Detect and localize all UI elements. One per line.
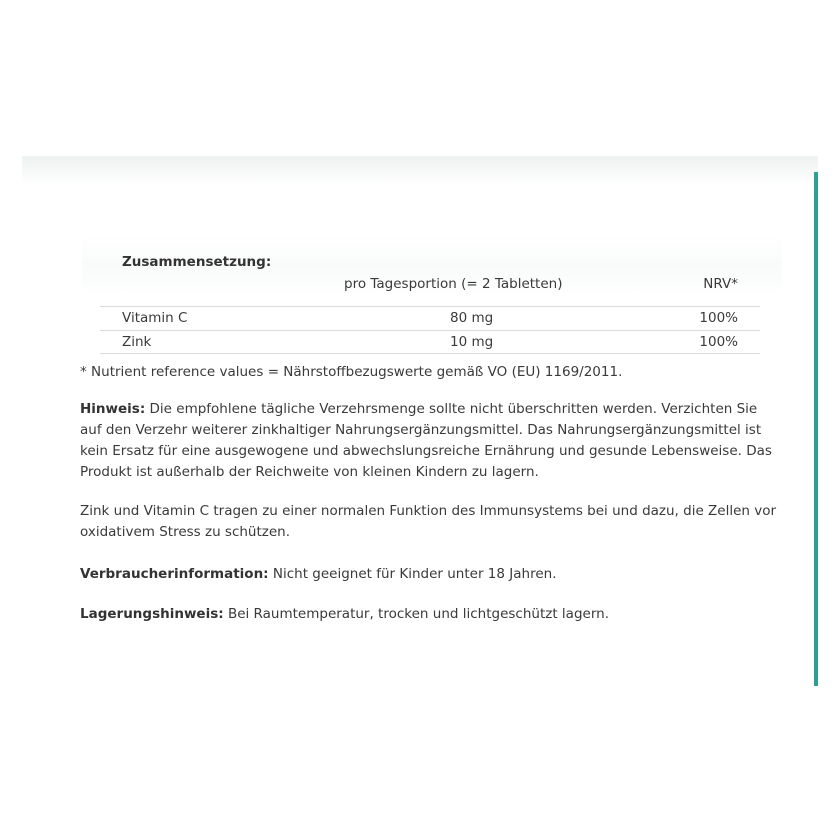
package-panel [22,156,818,686]
nutrient-nrv: 100% [699,334,738,350]
table-row [100,330,760,354]
health-claim-paragraph: Zink und Vitamin C tragen zu einer normalen Funktion des Immunsystems bei und dazu, die Zellen vor oxidativem Stress zu schützen. [80,503,777,540]
composition-header [100,276,760,296]
storage-label: Lagerungshinweis: [80,606,224,622]
storage-text: Bei Raumtemperatur, trocken und lichtgeschützt lagern. [223,606,609,622]
accent-stripe [814,172,818,686]
hinweis-paragraph [80,399,780,483]
hinweis-text: Die empfohlene tägliche Verzehrsmenge sollte nicht überschritten werden. Verzichten Sie auf den Verzehr weiterer zinkhaltiger Nahrungsergänzungsmittel. Das Nahrungsergänzungsmittel ist kein Ersatz für eine ausgewogene und abwechslungsreiche Ernährung und gesunde Lebensweise. Das Produkt ist außerhalb der Reichweite von kleinen Kindern zu lagern. [80,401,772,480]
table-row [100,306,760,329]
nutrient-name: Vitamin C [122,310,188,326]
consumer-info-paragraph [80,564,780,585]
nutrient-amount: 80 mg [450,310,494,326]
nrv-footnote: * Nutrient reference values = Nährstoffbezugswerte gemäß VO (EU) 1169/2011. [80,364,623,380]
hinweis-label: Hinweis: [80,401,146,417]
composition-title: Zusammensetzung: [122,254,272,270]
consumer-info-label: Verbraucherinformation: [80,566,269,582]
header-per-day: pro Tagesportion (= 2 Tabletten) [344,276,563,292]
nutrient-name: Zink [122,334,152,350]
nutrient-nrv: 100% [699,310,738,326]
panel-top-band [22,156,818,186]
consumer-info-text: Nicht geeignet für Kinder unter 18 Jahren. [268,566,557,582]
header-nrv: NRV* [703,276,738,292]
nutrient-amount: 10 mg [450,334,494,350]
storage-paragraph [80,604,780,625]
